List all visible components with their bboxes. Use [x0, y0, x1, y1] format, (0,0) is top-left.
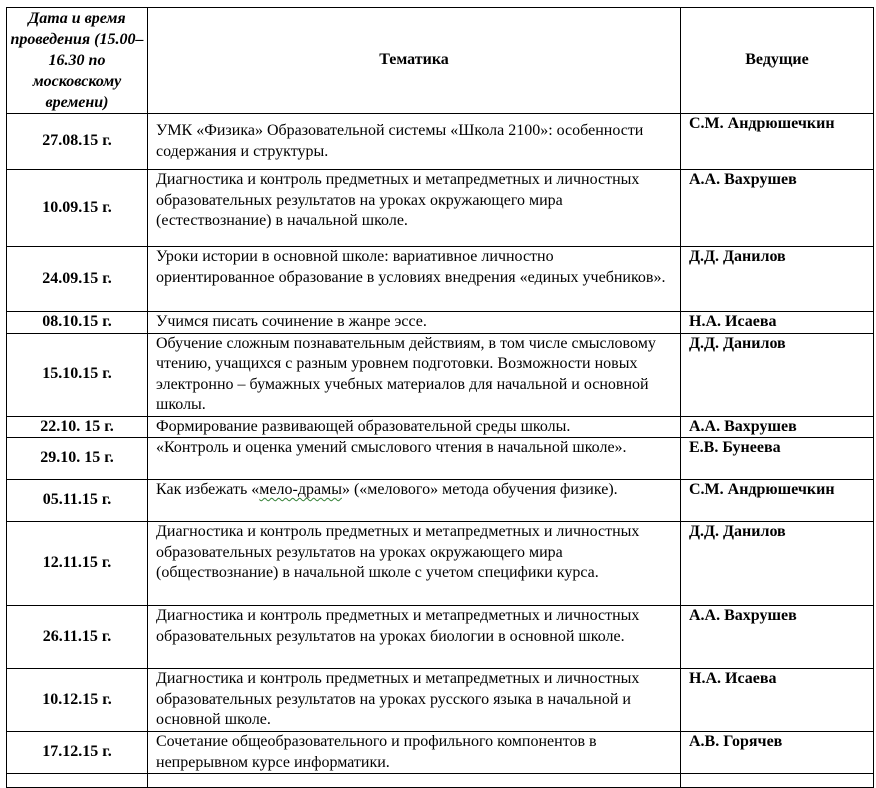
row-date — [7, 774, 148, 788]
table-row — [7, 669, 874, 732]
table-row — [7, 416, 874, 438]
row-topic: Диагностика и контроль предметных и метапредметных и личностных образовательных результатов на уроках биологии в основной школе. — [148, 606, 681, 669]
row-topic: Диагностика и контроль предметных и метапредметных и личностных образовательных результатов на уроках окружающего мира (естествознание) в начальной школе. — [148, 170, 681, 247]
row-topic: Сочетание общеобразовательного и профильного компонентов в непрерывном курсе информатики. — [148, 732, 681, 774]
table-row — [7, 247, 874, 312]
row-lead: А.А. Вахрушев — [681, 170, 874, 247]
row-topic: Учимся писать сочинение в жанре эссе. — [148, 312, 681, 334]
row-lead — [681, 774, 874, 788]
row-date: 27.08.15 г. — [7, 114, 148, 170]
row-topic: Формирование развивающей образовательной среды школы. — [148, 416, 681, 438]
table-row — [7, 732, 874, 774]
row-date: 29.10. 15 г. — [7, 438, 148, 480]
row-lead: А.В. Горячев — [681, 732, 874, 774]
row-topic: Диагностика и контроль предметных и метапредметных и личностных образовательных результатов на уроках окружающего мира (обществознание) в начальной школе с учетом специфики курса. — [148, 522, 681, 606]
row-lead: Д.Д. Данилов — [681, 333, 874, 416]
row-lead: А.А. Вахрушев — [681, 416, 874, 438]
row-date: 26.11.15 г. — [7, 606, 148, 669]
row-topic: УМК «Физика» Образовательной системы «Школа 2100»: особенности содержания и структуры. — [148, 114, 681, 170]
table-row — [7, 114, 874, 170]
row-topic: Уроки истории в основной школе: вариативное личностно ориентированное образование в условиях внедрения «единых учебников». — [148, 247, 681, 312]
row-date: 22.10. 15 г. — [7, 416, 148, 438]
row-date: 12.11.15 г. — [7, 522, 148, 606]
row-date: 08.10.15 г. — [7, 312, 148, 334]
row-lead: Н.А. Исаева — [681, 312, 874, 334]
row-topic: «Контроль и оценка умений смыслового чтения в начальной школе». — [148, 438, 681, 480]
header-topic: Тематика — [148, 8, 681, 114]
topic-text-pre: Как избежать « — [156, 481, 260, 498]
row-lead: Н.А. Исаева — [681, 669, 874, 732]
row-date: 15.10.15 г. — [7, 333, 148, 416]
row-date: 10.12.15 г. — [7, 669, 148, 732]
row-date: 24.09.15 г. — [7, 247, 148, 312]
row-topic: Диагностика и контроль предметных и метапредметных и личностных образовательных результатов на уроках русского языка в начальной и основной школе. — [148, 669, 681, 732]
table-row-cutoff — [7, 774, 874, 788]
header-row — [7, 8, 874, 114]
row-date: 10.09.15 г. — [7, 170, 148, 247]
row-topic — [148, 480, 681, 522]
table-row — [7, 333, 874, 416]
row-lead: С.М. Андрюшечкин — [681, 114, 874, 170]
topic-text-post: » («мелового» метода обучения физике). — [341, 481, 618, 498]
row-lead: Д.Д. Данилов — [681, 247, 874, 312]
row-date: 05.11.15 г. — [7, 480, 148, 522]
header-lead: Ведущие — [681, 8, 874, 114]
row-lead: С.М. Андрюшечкин — [681, 480, 874, 522]
table-row — [7, 522, 874, 606]
row-topic — [148, 774, 681, 788]
row-lead: Д.Д. Данилов — [681, 522, 874, 606]
row-lead: Е.В. Бунеева — [681, 438, 874, 480]
table-row — [7, 438, 874, 480]
table-row — [7, 312, 874, 334]
row-topic: Обучение сложным познавательным действиям, в том числе смысловому чтению, учащихся с разным уровнем подготовки. Возможности новых электронно – бумажных учебных материалов для начальной и основной школы. — [148, 333, 681, 416]
row-date: 17.12.15 г. — [7, 732, 148, 774]
table-row — [7, 480, 874, 522]
table-row — [7, 606, 874, 669]
table-row — [7, 170, 874, 247]
spellcheck-word: мело-драмы — [259, 481, 342, 498]
row-lead: А.А. Вахрушев — [681, 606, 874, 669]
header-date: Дата и время проведения (15.00–16.30 по московскому времени) — [7, 8, 148, 114]
schedule-table — [6, 7, 874, 788]
